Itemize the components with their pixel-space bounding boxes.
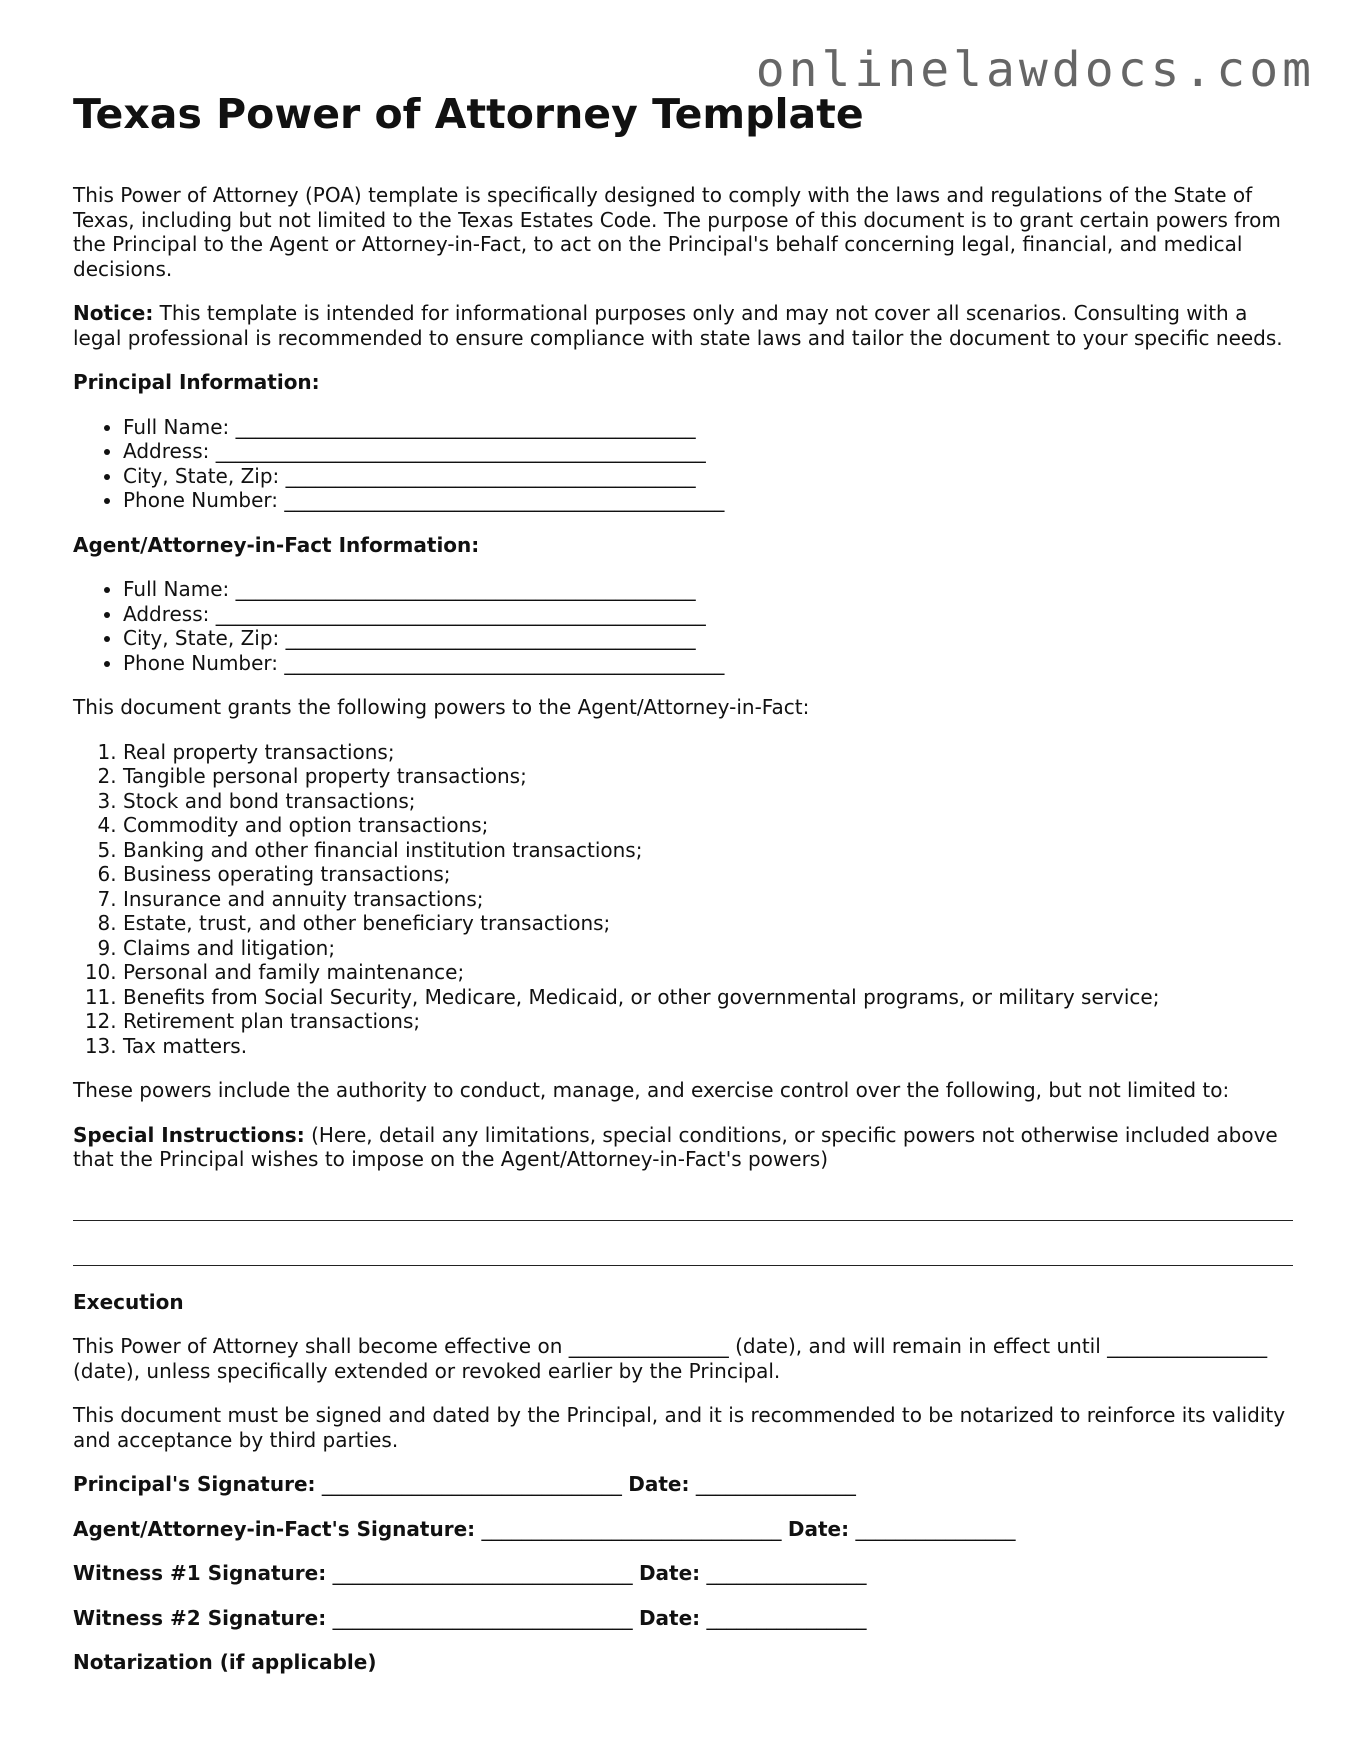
power-item: 3. Stock and bond transactions; — [123, 789, 1293, 814]
witness-1-date-label: Date: — [638, 1561, 701, 1585]
power-item: 8. Estate, trust, and other beneficiary transactions; — [123, 911, 1293, 936]
principal-signature-line: ______________________________ — [315, 1472, 629, 1496]
power-item: 1. Real property transactions; — [123, 740, 1293, 765]
power-item: 10. Personal and family maintenance; — [123, 960, 1293, 985]
power-item: 4. Commodity and option transactions; — [123, 813, 1293, 838]
notarization-heading: Notarization (if applicable) — [73, 1650, 377, 1674]
agent-address-field: • Address: _________________________________________________ — [123, 602, 1293, 627]
power-item: 12. Retirement plan transactions; — [123, 1009, 1293, 1034]
special-instructions-text: (Here, detail any limitations, special conditions, or specific powers not otherwise included above that the Principal wishes to impose on the Agent/Attorney-in-Fact's powers) — [73, 1122, 1278, 1171]
witness-1-signature-line: ______________________________ — [326, 1561, 639, 1585]
agent-full-name-field: • Full Name: ______________________________________________ — [123, 577, 1293, 602]
principal-fields — [73, 415, 1293, 513]
power-item: 5. Banking and other financial institution transactions; — [123, 838, 1293, 863]
power-item: 13. Tax matters. — [123, 1034, 1293, 1059]
intro-paragraph: This Power of Attorney (POA) template is specifically designed to comply with the laws and regulations of the State of Texas, including but not limited to the Texas Estates Code. The purpose of this document is to grant certain powers from the Principal to the Agent or Attorney-in-Fact, to act on the Principal's behalf concerning legal, financial, and medical decisions. — [73, 183, 1281, 281]
witness-1-signature-row — [73, 1561, 1293, 1586]
document-page — [73, 86, 1293, 1675]
notice-text: This template is intended for informational purposes only and may not cover all scenarios. Consulting with a legal professional is recommended to ensure compliance with state laws and tailor the document to your specific needs. — [73, 301, 1283, 350]
special-instructions-lines — [73, 1200, 1293, 1266]
agent-date-label: Date: — [787, 1516, 850, 1541]
principal-signature-row — [73, 1472, 1293, 1497]
power-item: 7. Insurance and annuity transactions; — [123, 887, 1293, 912]
powers-list — [73, 740, 1293, 1059]
execution-heading: Execution — [73, 1289, 184, 1314]
notice-label: Notice: — [73, 301, 154, 325]
witness-2-signature-label: Witness #2 Signature: — [73, 1605, 327, 1630]
agent-city-state-zip-field: • City, State, Zip: _________________________________________ — [123, 626, 1293, 651]
watermark-text: onlinelawdocs.com — [755, 42, 1315, 98]
special-instructions-line-2 — [73, 1245, 1293, 1266]
powers-intro: This document grants the following powers to the Agent/Attorney-in-Fact: — [73, 695, 810, 719]
principal-full-name-field: • Full Name: ______________________________________________ — [123, 415, 1293, 440]
agent-signature-row — [73, 1517, 1293, 1542]
agent-fields — [73, 577, 1293, 675]
agent-phone-field: • Phone Number: ____________________________________________ — [123, 651, 1293, 676]
power-item: 2. Tangible personal property transactions; — [123, 764, 1293, 789]
principal-signature-label: Principal's Signature: — [73, 1472, 316, 1496]
execution-effective-paragraph: This Power of Attorney shall become effective on ________________ (date), and will remain in effect until ________________ (date), unless specifically extended or revoked earlier by the Principal. — [73, 1334, 1268, 1383]
witness-2-signature-line: ______________________________ — [326, 1605, 639, 1630]
witness-2-date-line: ________________ — [700, 1605, 867, 1630]
power-item: 11. Benefits from Social Security, Medicare, Medicaid, or other governmental programs, or military service; — [123, 985, 1293, 1010]
special-instructions-label: Special Instructions: — [73, 1122, 305, 1147]
notice-paragraph — [73, 301, 1293, 350]
principal-address-field: • Address: _________________________________________________ — [123, 439, 1293, 464]
agent-signature-line: ______________________________ — [475, 1516, 788, 1541]
execution-signing-note: This document must be signed and dated by the Principal, and it is recommended to be notarized to reinforce its validity and acceptance by third parties. — [73, 1403, 1286, 1452]
power-item: 6. Business operating transactions; — [123, 862, 1293, 887]
principal-phone-field: • Phone Number: ____________________________________________ — [123, 488, 1293, 513]
witness-1-date-line: ________________ — [700, 1561, 867, 1585]
powers-scope: These powers include the authority to conduct, manage, and exercise control over the following, but not limited to: — [73, 1078, 1230, 1102]
special-instructions-line-1 — [73, 1200, 1293, 1221]
agent-date-line: ________________ — [849, 1516, 1016, 1541]
witness-1-signature-label: Witness #1 Signature: — [73, 1561, 327, 1585]
witness-2-signature-row — [73, 1606, 1293, 1631]
special-instructions — [73, 1123, 1293, 1172]
principal-date-line: ________________ — [689, 1472, 856, 1496]
agent-signature-label: Agent/Attorney-in-Fact's Signature: — [73, 1516, 476, 1541]
principal-city-state-zip-field: • City, State, Zip: _________________________________________ — [123, 464, 1293, 489]
witness-2-date-label: Date: — [638, 1605, 701, 1630]
principal-date-label: Date: — [628, 1472, 690, 1496]
principal-heading: Principal Information: — [73, 370, 320, 394]
power-item: 9. Claims and litigation; — [123, 936, 1293, 961]
agent-heading: Agent/Attorney-in-Fact Information: — [73, 532, 480, 557]
document-title: Texas Power of Attorney Template — [73, 90, 864, 138]
